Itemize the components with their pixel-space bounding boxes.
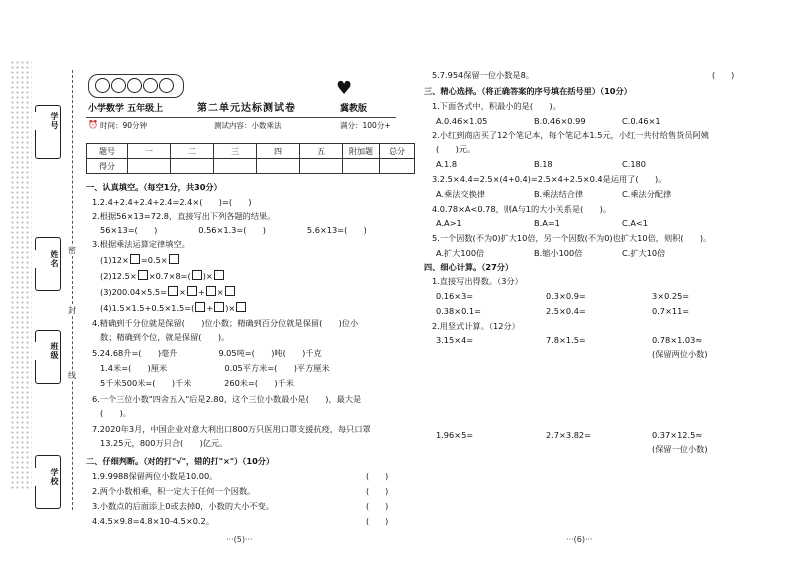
- calc-2: 2.用竖式计算。（12分）: [432, 321, 520, 331]
- q1-7-cont: 13.25元，800万只合( )亿元。: [100, 438, 228, 448]
- judge-1-answer[interactable]: ( ): [366, 472, 389, 481]
- section-2-heading: 二、仔细判断。（对的打"√"，错的打"×"）（10分）: [86, 456, 275, 466]
- cut-line: [72, 70, 73, 510]
- binding-dots: [10, 60, 32, 490]
- choice-5-c: C.扩大10倍: [622, 248, 666, 258]
- choice-2-cont: ( )元。: [436, 144, 476, 154]
- choice-2-b: B.18: [534, 159, 553, 169]
- calc-2-note: (保留一位小数): [652, 444, 708, 454]
- choice-3: 3.2.5×4.4=2.5×(4+0.4)=2.5×4+2.5×0.4是运用了( )。: [432, 174, 667, 184]
- test-content: 测试内容：小数乘法: [214, 121, 282, 130]
- calc-1-item: 0.16×3=: [436, 291, 474, 301]
- score-header: 附加题: [343, 144, 380, 159]
- judge-3-answer[interactable]: ( ): [366, 502, 389, 511]
- section-3-heading: 三、精心选择。（将正确答案的序号填在括号里）（10分）: [424, 86, 632, 96]
- choice-2: 2.小红到商店买了12个笔记本，每个笔记本1.5元，小红一共付给售货员阿姨: [432, 130, 709, 140]
- calc-2-note: (保留两位小数): [652, 349, 708, 359]
- q1-4: 4.精确到千分位就是保留( )位小数；精确到百分位就是保留( )位小: [92, 318, 359, 328]
- choice-4-a: A.A>1: [436, 218, 462, 228]
- score-header: 题号: [87, 144, 128, 159]
- section-1-heading: 一、认真填空。（每空1分，共30分）: [86, 182, 222, 192]
- q1-3-2: (2)12.5× ×0.7×8=( )×: [100, 270, 225, 282]
- name-label: 姓名: [34, 250, 60, 268]
- subject: 小学数学 五年级上: [88, 104, 164, 114]
- q1-3-4: (4)1.5×1.5+0.5×1.5=( + )×: [100, 302, 247, 314]
- q1-5-row1: 5.24.68升=( )毫升 9.05吨=( )吨( )千克: [92, 348, 322, 358]
- student-id-label: 学号: [34, 112, 60, 130]
- score-header: 五: [300, 144, 343, 159]
- judge-1: 1.9.9988保留两位小数是10.00。: [92, 471, 218, 481]
- page-number-right: ···(6)···: [566, 535, 593, 544]
- q1-5-row2: 1.4米=( )厘米 0.05平方米=( )平方厘米: [100, 363, 330, 373]
- clock-icon: ⏰: [88, 120, 98, 129]
- choice-3-b: B.乘法结合律: [534, 189, 584, 199]
- header-divider: [86, 117, 396, 118]
- calc-2-item: 0.78×1.03≈: [652, 335, 703, 345]
- choice-2-c: C.180: [622, 159, 646, 169]
- choice-1-c: C.0.46×1: [622, 116, 661, 126]
- q1-7: 7.2020年3月，中国企业对意大利出口800万只医用口罩支援抗疫，每只口罩: [92, 424, 371, 434]
- cut-char-line: 线: [68, 371, 76, 380]
- judge-4-answer[interactable]: ( ): [366, 517, 389, 526]
- choice-1-b: B.0.46×0.99: [534, 116, 586, 126]
- time-limit: 时间：90分钟: [100, 121, 148, 130]
- heart-icon: ♥: [336, 78, 353, 99]
- judge-5: 5.7.954保留一位小数是8。: [432, 70, 534, 80]
- score-header: 四: [257, 144, 300, 159]
- score-header: 总分: [380, 144, 415, 159]
- calc-2-item: 3.15×4=: [436, 335, 474, 345]
- cut-char-seal: 密: [68, 246, 76, 255]
- choice-5-a: A.扩大100倍: [436, 248, 485, 258]
- calc-2-item: 7.8×1.5=: [546, 335, 586, 345]
- choice-4-b: B.A=1: [534, 218, 560, 228]
- calc-1-item: 0.38×0.1=: [436, 306, 481, 316]
- score-header: 三: [214, 144, 257, 159]
- q1-1: 1.2.4+2.4+2.4+2.4=2.4×( )=( ): [92, 197, 252, 207]
- choice-4-c: C.A<1: [622, 218, 648, 228]
- edition: 冀教版: [340, 104, 368, 114]
- q1-2-items: 56×13=( ) 0.56×1.3=( ) 5.6×13=( ): [100, 225, 367, 235]
- calc-1-item: 0.3×0.9=: [546, 291, 586, 301]
- cut-char-close: 封: [68, 306, 76, 315]
- score-row-label: 得分: [87, 159, 128, 174]
- score-header: 一: [128, 144, 171, 159]
- judge-4: 4.4.5×9.8=4.8×10-4.5×0.2。: [92, 516, 214, 526]
- score-table: [86, 143, 415, 174]
- q1-3: 3.根据乘法运算定律填空。: [92, 239, 190, 249]
- q1-6-cont: ( )。: [100, 408, 131, 418]
- judge-3: 3.小数点的后面添上0或去掉0，小数的大小不变。: [92, 501, 274, 511]
- choice-1-a: A.0.46×1.05: [436, 116, 488, 126]
- kids-illustration: [88, 74, 184, 98]
- school-label: 学校: [34, 468, 60, 486]
- q1-5-row3: 5千米500米=( )千米 260米=( )千米: [100, 378, 294, 388]
- calc-1: 1.直接写出得数。（3分）: [432, 276, 523, 286]
- section-4-heading: 四、细心计算。（27分）: [424, 262, 514, 272]
- choice-3-a: A.乘法交换律: [436, 189, 485, 199]
- calc-2-item: 1.96×5=: [436, 430, 474, 440]
- judge-5-answer[interactable]: ( ): [712, 71, 735, 80]
- class-label: 班级: [34, 342, 60, 360]
- calc-1-item: 3×0.25=: [652, 291, 690, 301]
- full-score: 满分：100分+: [340, 121, 391, 130]
- q1-2: 2.根据56×13=72.8，直接写出下列各题的结果。: [92, 211, 276, 221]
- judge-2: 2.两个小数相乘，积一定大于任何一个因数。: [92, 486, 256, 496]
- choice-5: 5.一个因数(不为0)扩大10倍，另一个因数(不为0)也扩大10倍，则积( )。: [432, 233, 712, 243]
- q1-6: 6.一个三位小数"四舍五入"后是2.80，这个三位小数最小是( )，最大是: [92, 394, 362, 404]
- choice-4: 4.0.78×A<0.78，则A与1的大小关系是( )。: [432, 204, 612, 214]
- choice-3-c: C.乘法分配律: [622, 189, 672, 199]
- calc-2-item: 2.7×3.82=: [546, 430, 591, 440]
- calc-1-item: 2.5×0.4=: [546, 306, 586, 316]
- exam-title: 第二单元达标测试卷: [197, 103, 296, 114]
- q1-3-3: (3)200.04×5.5= × + ×: [100, 286, 236, 298]
- page-number-left: ···(5)···: [226, 535, 253, 544]
- choice-2-a: A.1.8: [436, 159, 458, 169]
- choice-1: 1.下面各式中，积最小的是( )。: [432, 101, 561, 111]
- q1-4-cont: 数；精确到个位，就是保留( )。: [100, 332, 230, 342]
- calc-2-item: 0.37×12.5≈: [652, 430, 703, 440]
- judge-2-answer[interactable]: ( ): [366, 487, 389, 496]
- q1-3-1: (1)12× =0.5×: [100, 254, 180, 266]
- choice-5-b: B.缩小100倍: [534, 248, 583, 258]
- calc-1-item: 0.7×11=: [652, 306, 690, 316]
- score-header: 二: [171, 144, 214, 159]
